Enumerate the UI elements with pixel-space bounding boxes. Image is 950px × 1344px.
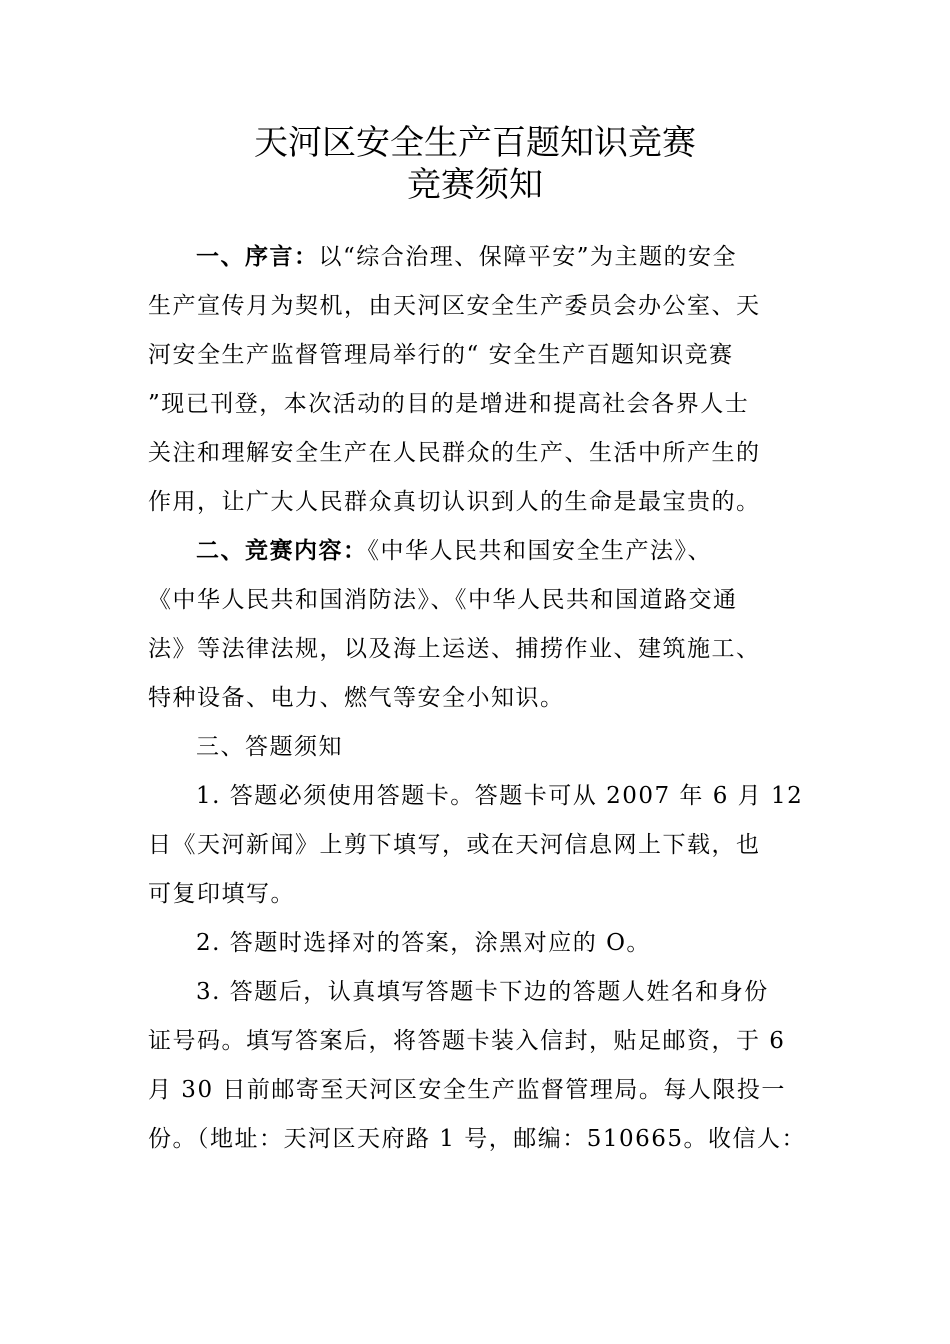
- item-1-line-2: 日《天河新闻》上剪下填写，或在天河信息网上下载，也: [148, 832, 761, 858]
- document-title: [0, 122, 950, 206]
- section-2-text: 《中华人民共和国安全生产法》、: [367, 538, 712, 564]
- section-1-line-5: 关注和理解安全生产在人民群众的生产、生活中所产生的: [148, 440, 761, 466]
- item-2-line-1: 2. 答题时选择对的答案，涂黑对应的 O。: [196, 930, 651, 956]
- section-2-line-3: 法》等法律法规，以及海上运送、捕捞作业、建筑施工、: [148, 636, 761, 662]
- section-1-line-2: 生产宣传月为契机，由天河区安全生产委员会办公室、天: [148, 293, 761, 319]
- title-line-2: 竞赛须知: [407, 165, 543, 205]
- section-2-line-1: [148, 527, 808, 576]
- section-1-line-4: ”现已刊登，本次活动的目的是增进和提高社会各界人士: [148, 391, 750, 417]
- item-1-line-1: 1. 答题必须使用答题卡。答题卡可从 2007 年 6 月 12: [196, 783, 804, 809]
- item-1-line-3: 可复印填写。: [148, 881, 295, 907]
- section-1-line-1: [148, 233, 808, 282]
- section-2-heading: 二、竞赛内容：: [196, 538, 368, 564]
- item-3-line-1: 3. 答题后，认真填写答题卡下边的答题人姓名和身份: [196, 979, 769, 1005]
- section-1-line-6: 作用，让广大人民群众真切认识到人的生命是最宝贵的。: [148, 489, 761, 515]
- document-body: [148, 233, 808, 1164]
- item-3-line-4: 份。（地址：天河区天府路 1 号，邮编：510665。收信人：: [148, 1126, 807, 1152]
- section-3-heading: 三、答题须知: [196, 734, 343, 760]
- title-line-1: 天河区安全生产百题知识竞赛: [254, 123, 696, 163]
- item-3-line-3: 月 30 日前邮寄至天河区安全生产监督管理局。每人限投一: [148, 1077, 786, 1103]
- section-1-heading: 一、序言：: [196, 244, 319, 270]
- section-1-text: 以“综合治理、保障平安”为主题的安全: [318, 244, 738, 270]
- section-1-line-3: 河安全生产监督管理局举行的“ 安全生产百题知识竞赛: [148, 342, 734, 368]
- item-3-line-2: 证号码。填写答案后，将答题卡装入信封，贴足邮资，于 6: [148, 1028, 786, 1054]
- section-2-line-4: 特种设备、电力、燃气等安全小知识。: [148, 685, 565, 711]
- section-2-line-2: 《中华人民共和国消防法》、《中华人民共和国道路交通: [148, 587, 738, 613]
